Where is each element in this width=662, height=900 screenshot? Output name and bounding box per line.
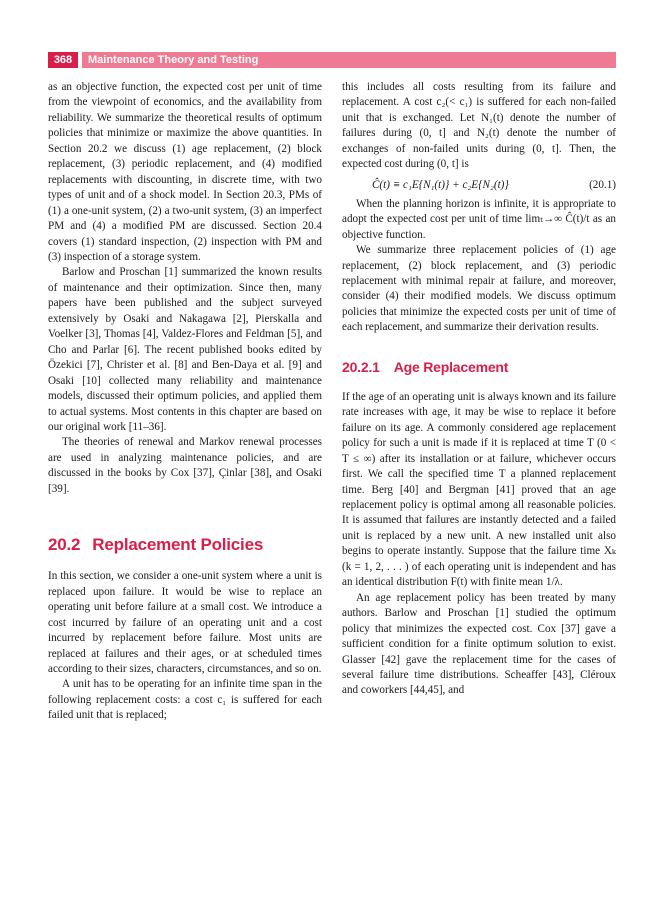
page-number: 368: [48, 52, 78, 68]
paragraph: A unit has to be operating for an infinite time span in the following replacement costs: a cost c₁ is suffered for each failed unit that is replaced;: [48, 678, 322, 722]
running-header: [48, 52, 616, 68]
subsection-number: 20.2.1: [342, 358, 380, 375]
left-column: [48, 80, 322, 724]
paragraph: as an objective function, the expected cost per unit of time from the viewpoint of economics, and the availability from reliability. We summarize the theoretical results of optimum policies that minimize or maximize the above quantities. In Section 20.2 we discuss (1) age replacement, (2) block replacement, (3) periodic replacement, and (4) modified replacements with discounting, in discrete time, with two types of unit and of a shock model. In Section 20.3, PMs of (1) a one-unit system, (2) a two-unit system, (3) an imperfect PM and (4) a modified PM are discussed. Section 20.4 covers (1) standard inspection, (2) inspection with PM and (3) inspection of a storage system.: [48, 81, 322, 263]
paragraph: this includes all costs resulting from its failure and replacement. A cost c₂(< c₁) is suffered for each non-failed unit that is exchanged. Let N₁(t) denote the number of failures during (0, t] and N₂(t) denote the number of exchanges of non-failed units during (0, t]. Then, the expected cost during (0, t] is: [342, 81, 616, 171]
subsection-heading: [342, 358, 616, 376]
section-title: Replacement Policies: [92, 535, 264, 555]
paragraph: If the age of an operating unit is always known and its failure rate increases with age, it may be wise to replace it before failure on its age. A commonly considered age replacement policy for such a unit is made if it is replaced at time T (0 < T ≤ ∞) after its installation or at failure, whichever occurs first. We call the specified time T a planned replacement time. Berg [40] and Bergman [41] proved that an age replacement policy is optimal among all reasonable policies. It is assumed that failures are instantly detected and a failed unit is replaced by a new unit. A new installed unit also begins to operate instantly. Suppose that the failure time Xₖ (k = 1, 2, . . . ) of each operating unit is independent and has an identical distribution F(t) with finite mean 1/λ.: [342, 390, 616, 589]
paragraph: We summarize three replacement policies of (1) age replacement, (2) block replacement, and (3) periodic replacement with minimal repair at failure, and moreover, consider (4) their modified models. We discuss optimum policies that minimize the expected costs per unit of time of each replacement, and summarize their derivation results.: [342, 244, 616, 334]
section-number: 20.2: [48, 535, 81, 555]
paragraph: Barlow and Proschan [1] summarized the known results of maintenance and their optimization. Since then, many papers have been published and the subject surveyed extensively by Osaki and Nakagawa [2], Pierskalla and Voelker [3], Thomas [4], Valdez-Flores and Feldman [5], and Cho and Parlar [6]. The recent published books edited by Özekici [7], Christer et al. [8] and Ben-Daya et al. [9] and Osaki [10] collected many reliability and maintenance models, discussed their optimum policies, and applied them to actual systems. Most contents in this chapter are based on our original work [11–36].: [48, 266, 322, 433]
right-column: [342, 80, 616, 699]
paragraph: An age replacement policy has been treated by many authors. Barlow and Proschan [1] studied the optimum policy that minimizes the expected cost. Cox [37] gave a sufficient condition for a finite optimum solution to exist. Glasser [42] gave the replacement time for the cases of several failure time distributions. Scheaffer [43], Cléroux and coworkers [44,45], and: [342, 591, 616, 697]
running-title: Maintenance Theory and Testing: [82, 52, 616, 68]
section-heading: [48, 535, 322, 555]
equation: [342, 175, 616, 195]
equation-number: (20.1): [589, 178, 616, 191]
equation-expression: Ĉ(t) ≡ c₁E{N₁(t)} + c₂E{N₂(t)}: [372, 178, 509, 191]
subsection-title: Age Replacement: [393, 358, 509, 375]
paragraph: When the planning horizon is infinite, it is appropriate to adopt the expected cost per unit of time limₜ→∞ Ĉ(t)/t as an objective function.: [342, 197, 616, 241]
paragraph: The theories of renewal and Markov renewal processes are used in analyzing maintenance policies, and are discussed in the books by Cox [37], Çinlar [38], and Osaki [39].: [48, 436, 322, 495]
paragraph: In this section, we consider a one-unit system where a unit is replaced upon failure. It would be wise to replace an operating unit before failure at a small cost. We introduce a cost incurred by failure of an operating unit and a cost incurred by replacement before failure. Most units are replaced at failures and their ages, or at scheduled times according to their sizes, characters, circumstances, and so on.: [48, 570, 322, 675]
